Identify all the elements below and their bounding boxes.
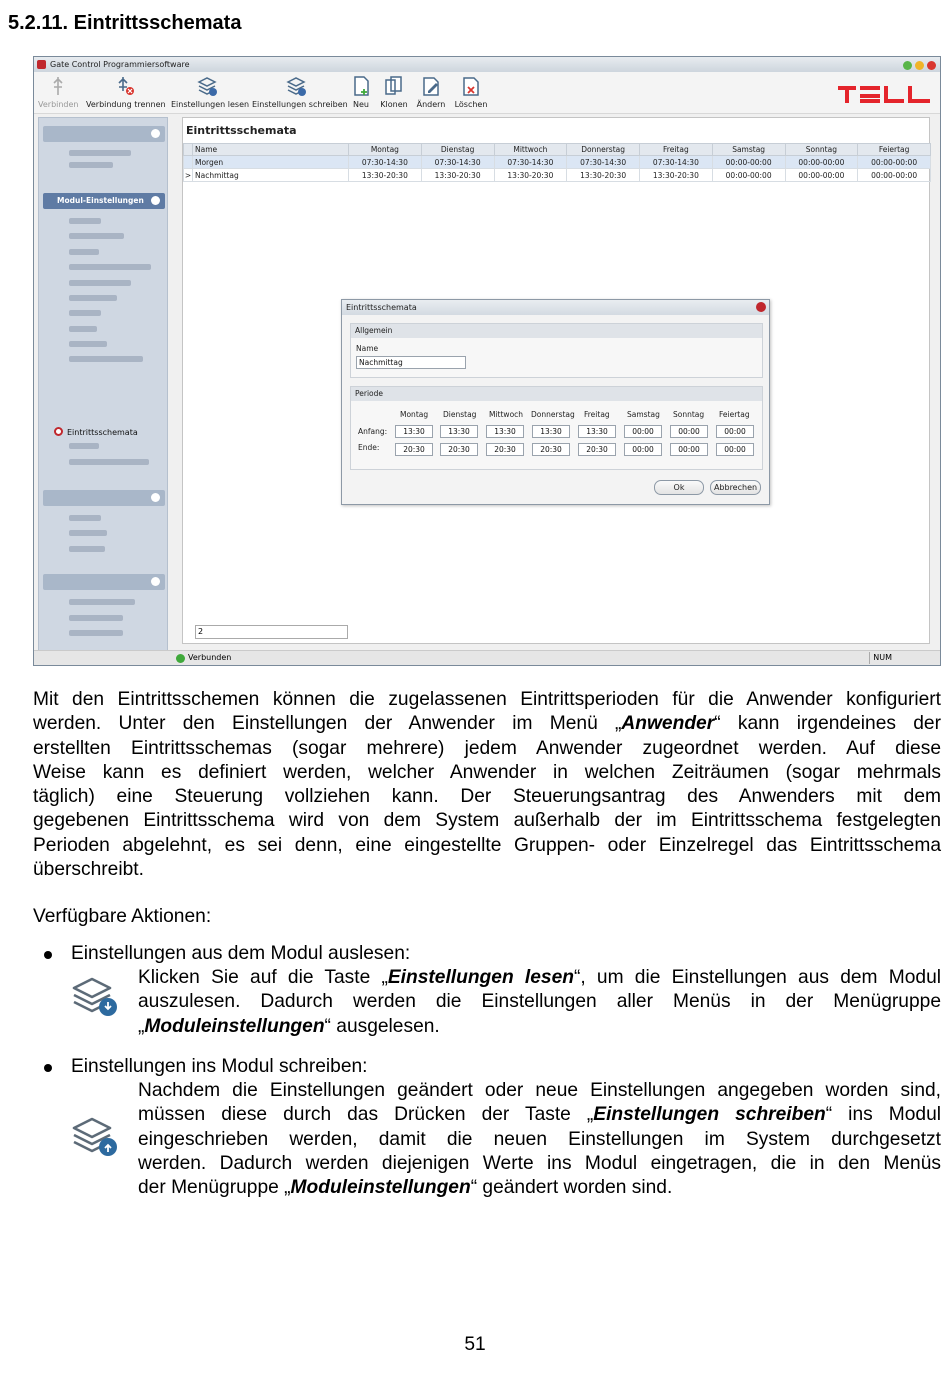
clone-button[interactable] [379, 75, 409, 109]
write-settings-icon [70, 1114, 120, 1158]
row-marker: > [184, 170, 192, 180]
sidebar-item[interactable] [69, 615, 123, 621]
selected-radio-icon [54, 427, 63, 436]
text-line: Perioden abgelehnt, es sei denn, eine eingestellte Gruppen- oder Einzelregel das Eintrittsschema [33, 834, 941, 856]
sidebar-group-module-settings[interactable] [43, 193, 165, 209]
start-time-input[interactable]: 13:30 [578, 425, 616, 438]
cancel-button[interactable]: Abbrechen [710, 480, 761, 495]
table-cell: 00:00-00:00 [785, 156, 858, 169]
sidebar-group-1[interactable] [43, 126, 165, 142]
sidebar-item[interactable] [69, 162, 113, 168]
tell-logo [836, 83, 932, 105]
text-line: „Moduleinstellungen“ ausgelesen. [138, 1015, 440, 1037]
table-row[interactable] [184, 156, 931, 169]
action2-title: Einstellungen ins Modul schreiben: [71, 1056, 368, 1077]
new-label: Neu [353, 100, 369, 109]
group-general [350, 323, 763, 378]
table-cell: 00:00-00:00 [858, 156, 931, 169]
end-time-input[interactable]: 00:00 [670, 443, 708, 456]
row-marker [184, 156, 193, 169]
read-settings-label: Einstellungen lesen [171, 100, 250, 109]
text-line: Nachdem die Einstellungen geändert oder neue Einstellungen angegeben worden sind, [138, 1080, 941, 1101]
entry-scheme-dialog [341, 299, 770, 505]
group-period-header: Periode [351, 387, 762, 401]
sidebar-item[interactable] [69, 530, 107, 536]
start-label: Anfang: [358, 427, 388, 436]
text-line: auszulesen. Dadurch werden die Einstellungen aller Menüs in der Menügruppe [138, 991, 941, 1013]
table-cell: 13:30-20:30 [567, 169, 640, 182]
table-cell: 00:00-00:00 [858, 169, 931, 182]
actions-label: Verfügbare Aktionen: [33, 906, 212, 927]
column-header[interactable]: Samstag [712, 144, 785, 156]
column-header[interactable]: Donnerstag [567, 144, 640, 156]
text-line: werden. Unter den Einstellungen der Anwender im Menü „Anwender“ kann irgendeines der [33, 713, 941, 735]
day-label: Freitag [584, 410, 610, 419]
sidebar-item[interactable] [69, 280, 131, 286]
app-window [33, 56, 941, 666]
sidebar-item[interactable] [69, 356, 143, 362]
table-header-marker [184, 144, 193, 156]
table-cell: 13:30-20:30 [349, 169, 422, 182]
text-line: müssen diese durch das Drücken der Taste „Einstellungen schreiben“ ins Modul [138, 1104, 942, 1126]
maximize-icon[interactable] [915, 61, 924, 70]
sidebar-item[interactable] [69, 630, 123, 636]
connect-label: Verbinden [38, 100, 79, 109]
toolbar [34, 72, 940, 114]
edit-document-icon [420, 75, 442, 97]
table-cell: 00:00-00:00 [712, 156, 785, 169]
text-line: überschreibt. [33, 859, 144, 881]
sidebar-group-3[interactable] [43, 574, 165, 590]
end-time-input[interactable]: 20:30 [578, 443, 616, 456]
text-line: eingeschrieben werden, damit die neuen Einstellungen im System durchgesetzt [138, 1128, 941, 1150]
end-time-input[interactable]: 20:30 [395, 443, 433, 456]
column-header[interactable]: Feiertag [858, 144, 931, 156]
delete-label: Löschen [454, 100, 488, 109]
chevron-icon [151, 129, 160, 138]
column-header[interactable]: Mittwoch [494, 144, 567, 156]
sidebar [38, 117, 168, 649]
name-input[interactable]: Nachmittag [356, 356, 466, 369]
table-cell: 07:30-14:30 [494, 156, 567, 169]
text-line: erstellten Eintrittsschemas (sogar mehrere) jedem Anwender zugeordnet werden. Auf diese [33, 737, 941, 759]
day-label: Sonntag [673, 410, 705, 419]
text-line: Mit den Eintrittsschemen können die zugelassenen Eintrittsperioden für die Anwender konfiguriert [33, 689, 941, 710]
sidebar-item-entry-schemes[interactable] [54, 427, 138, 437]
start-time-input[interactable]: 00:00 [670, 425, 708, 438]
name-label: Name [356, 344, 379, 353]
clone-label: Klonen [380, 100, 408, 109]
delete-button[interactable] [454, 75, 488, 109]
start-time-input[interactable]: 00:00 [624, 425, 662, 438]
edit-label: Ändern [416, 100, 446, 109]
chevron-icon [151, 493, 160, 502]
disconnect-button[interactable] [86, 75, 164, 109]
sidebar-item[interactable] [69, 295, 117, 301]
minimize-icon[interactable] [903, 61, 912, 70]
sidebar-item[interactable] [69, 341, 107, 347]
new-document-icon [350, 75, 372, 97]
title-bar [34, 57, 940, 72]
table-cell: 07:30-14:30 [640, 156, 713, 169]
intro-paragraph [33, 688, 941, 882]
connect-button[interactable] [38, 75, 78, 109]
sidebar-item-label: Eintrittsschemata [67, 428, 138, 437]
table-row[interactable] [184, 169, 931, 182]
delete-document-icon [460, 75, 482, 97]
sidebar-item[interactable] [69, 326, 97, 332]
column-header[interactable]: Freitag [640, 144, 713, 156]
column-header[interactable]: Sonntag [785, 144, 858, 156]
sidebar-item[interactable] [69, 249, 99, 255]
connected-status-icon [176, 654, 185, 663]
sidebar-item[interactable] [69, 310, 101, 316]
day-label: Dienstag [443, 410, 477, 419]
end-time-input[interactable]: 20:30 [532, 443, 570, 456]
bullet-icon [44, 951, 52, 959]
new-button[interactable] [348, 75, 374, 109]
status-bar [34, 650, 940, 665]
usb-disconnect-icon [114, 75, 136, 97]
app-icon [37, 60, 46, 69]
sidebar-group-2[interactable] [43, 490, 165, 506]
num-lock-indicator: NUM [869, 652, 892, 664]
ok-button[interactable]: Ok [654, 480, 704, 495]
table-cell: 13:30-20:30 [494, 169, 567, 182]
start-time-input[interactable]: 13:30 [395, 425, 433, 438]
action1-title: Einstellungen aus dem Modul auslesen: [71, 943, 411, 964]
write-settings-label: Einstellungen schreiben [252, 100, 348, 109]
text-line: Weise kann es definiert werden, welcher Anwender in welchen Zeiträumen (sogar mehrmals [33, 761, 941, 783]
chevron-icon [151, 577, 160, 586]
day-label: Donnerstag [531, 410, 575, 419]
stack-write-icon [285, 75, 307, 97]
table-cell: 07:30-14:30 [349, 156, 422, 169]
text-line: täglich) eine Steuerung vollziehen kann. Der Steuerungsantrag des Anwenders mit dem [33, 786, 941, 808]
sidebar-item[interactable] [69, 459, 149, 465]
table-cell: 13:30-20:30 [421, 169, 494, 182]
table-cell: 07:30-14:30 [567, 156, 640, 169]
section-heading: 5.2.11. Eintrittsschemata [8, 12, 242, 34]
end-time-input[interactable]: 20:30 [486, 443, 524, 456]
start-time-input[interactable]: 13:30 [532, 425, 570, 438]
bullet-icon [44, 1064, 52, 1072]
table-cell: 07:30-14:30 [421, 156, 494, 169]
sidebar-item[interactable] [69, 264, 151, 270]
dialog-close-icon[interactable] [756, 302, 766, 312]
end-time-input[interactable]: 00:00 [624, 443, 662, 456]
start-time-input[interactable]: 13:30 [440, 425, 478, 438]
table-cell: 00:00-00:00 [785, 169, 858, 182]
end-time-input[interactable]: 20:30 [440, 443, 478, 456]
table-cell: 13:30-20:30 [640, 169, 713, 182]
start-time-input[interactable]: 00:00 [716, 425, 754, 438]
window-title: Gate Control Programmiersoftware [50, 60, 190, 69]
table-cell: Nachmittag [193, 169, 349, 182]
sidebar-item[interactable] [69, 546, 105, 552]
sidebar-item[interactable] [69, 233, 124, 239]
action1-description [138, 966, 941, 1039]
day-label: Samstag [627, 410, 660, 419]
read-settings-button[interactable] [171, 75, 250, 109]
end-label: Ende: [358, 443, 380, 452]
usb-plug-icon [47, 75, 69, 97]
stack-read-icon [196, 75, 218, 97]
edit-button[interactable] [416, 75, 446, 109]
column-header[interactable]: Montag [349, 144, 422, 156]
clone-document-icon [383, 75, 405, 97]
chevron-up-icon [151, 196, 160, 205]
table-header-row [184, 144, 931, 156]
content-title: Eintrittsschemata [186, 124, 297, 137]
column-header[interactable]: Dienstag [421, 144, 494, 156]
column-header[interactable]: Name [193, 144, 349, 156]
sidebar-item[interactable] [69, 515, 101, 521]
dialog-title: Eintrittsschemata [342, 300, 769, 315]
table-cell: 00:00-00:00 [712, 169, 785, 182]
table-cell: Morgen [193, 156, 349, 169]
sidebar-item[interactable] [69, 218, 101, 224]
page-number: 51 [464, 1334, 486, 1355]
text-line: der Menügruppe „Moduleinstellungen“ geändert worden sind. [138, 1177, 673, 1199]
read-settings-icon [70, 974, 120, 1018]
write-settings-button[interactable] [252, 75, 348, 109]
sidebar-group-label: Modul-Einstellungen [57, 196, 144, 205]
action2-description [138, 1079, 941, 1200]
connection-status: Verbunden [188, 653, 232, 662]
start-time-input[interactable]: 13:30 [486, 425, 524, 438]
day-label: Feiertag [719, 410, 750, 419]
end-time-input[interactable]: 00:00 [716, 443, 754, 456]
sidebar-item[interactable] [69, 443, 99, 449]
sidebar-item[interactable] [69, 599, 135, 605]
day-label: Montag [400, 410, 429, 419]
group-general-header: Allgemein [351, 324, 762, 338]
disconnect-label: Verbindung trennen [86, 100, 166, 109]
text-line: gegebenen Eintrittsschema wird von dem System außerhalb der im Eintrittsschema festgelegten [33, 810, 941, 832]
text-line: werden. Dadurch werden diejenigen Werte ins Modul eingetragen, die in den Menüs [138, 1152, 941, 1174]
day-label: Mittwoch [489, 410, 524, 419]
schemes-table [183, 143, 931, 182]
group-period [350, 386, 763, 470]
text-line: Klicken Sie auf die Taste „Einstellungen lesen“, um die Einstellungen aus dem Modul [138, 967, 942, 988]
close-icon[interactable] [927, 61, 936, 70]
record-count: 2 [195, 625, 348, 639]
sidebar-item[interactable] [69, 150, 131, 156]
